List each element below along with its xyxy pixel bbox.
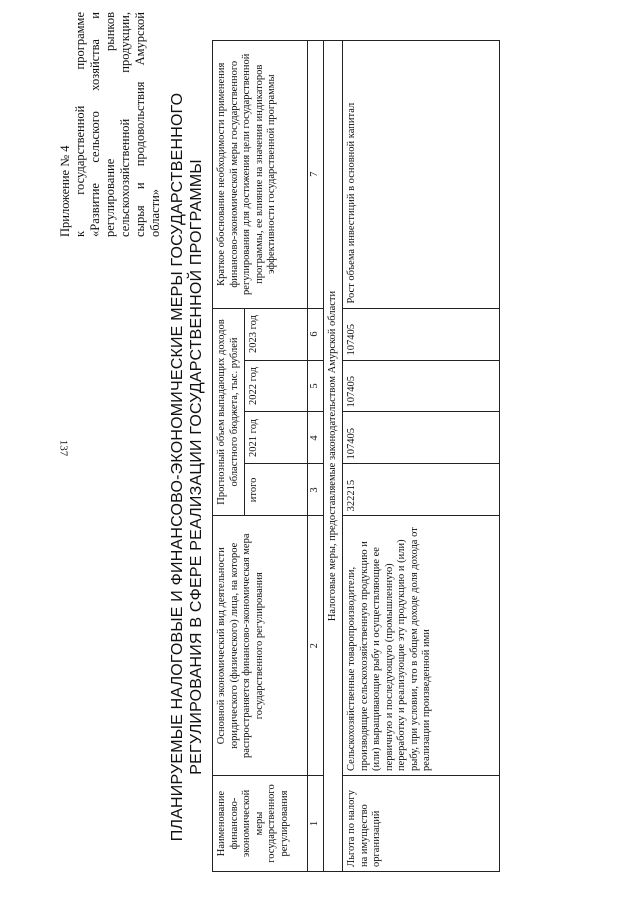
appendix-block (58, 12, 163, 237)
section-row (323, 41, 343, 872)
appendix-line: области» (148, 188, 162, 237)
appendix-line: «Развитие сельского хозяйства и (88, 12, 102, 237)
column-number: 3 (308, 464, 324, 516)
header-row (213, 41, 245, 872)
value-2022-cell: 107405 (343, 360, 500, 412)
header-forecast-group: Прогнозный объем выпадающих доходов областного бюджета, тыс. рублей (213, 308, 245, 516)
title-line-1: ПЛАНИРУЕМЫЕ НАЛОГОВЫЕ И ФИНАНСОВО-ЭКОНОМИЧЕСКИЕ МЕРЫ ГОСУДАРСТВЕННОГО (169, 92, 186, 842)
header-total: итого (245, 464, 308, 516)
value-2021-cell: 107405 (343, 412, 500, 464)
column-number: 4 (308, 412, 324, 464)
column-number: 2 (308, 516, 324, 776)
column-number: 5 (308, 360, 324, 412)
table-row (343, 41, 500, 872)
header-2022: 2022 год (245, 360, 308, 412)
value-2023-cell: 107405 (343, 308, 500, 360)
title-line-2: РЕГУЛИРОВАНИЯ В СФЕРЕ РЕАЛИЗАЦИИ ГОСУДАРСТВЕННОЙ ПРОГРАММЫ (188, 159, 205, 775)
page-number: 137 (57, 439, 70, 457)
appendix-line: Приложение № 4 (58, 145, 72, 237)
measure-name-cell: Льгота по налогу на имущество организаций (343, 776, 500, 872)
section-title: Налоговые меры, предоставляемые законодательством Амурской области (323, 41, 343, 872)
activity-cell: Сельскохозяйственные товаропроизводители, производящие сельскохозяйственную продукцию и (или) выращивающие рыбу и осуществляющие ее первичную и последующую (промышленную) переработку и реализующие эту продукцию и (или) рыбу, при условии, что в общем доходе доля дохода от реализации произведенной ими (343, 516, 500, 776)
justification-cell: Рост объема инвестиций в основной капитал (343, 41, 500, 309)
header-justification: Краткое обоснование необходимости применения финансово-экономической меры государственного регулирования для достижения цели государственной программы, ее влияние на значения индикаторов эффективности государственной программы (213, 41, 308, 309)
header-2023: 2023 год (245, 308, 308, 360)
appendix-line: сельскохозяйственной продукции, (118, 12, 132, 237)
appendix-line: к государственной программе (73, 12, 87, 237)
appendix-line: регулирование рынков (103, 12, 117, 237)
header-activity: Основной экономический вид деятельности юридического (физического) лица, на которое распространяется финансово-экономическая мера государственного регулирования (213, 516, 308, 776)
column-number: 6 (308, 308, 324, 360)
rotated-page (50, 12, 570, 892)
column-numbers-row (308, 41, 324, 872)
total-cell: 322215 (343, 464, 500, 516)
header-measure-name: Наименование финансово-экономической меры государственного регулирования (213, 776, 308, 872)
column-number: 1 (308, 776, 324, 872)
header-2021: 2021 год (245, 412, 308, 464)
document-title (168, 47, 206, 887)
measures-table (212, 40, 500, 872)
column-number: 7 (308, 41, 324, 309)
appendix-line: сырья и продовольствия Амурской (133, 12, 147, 237)
